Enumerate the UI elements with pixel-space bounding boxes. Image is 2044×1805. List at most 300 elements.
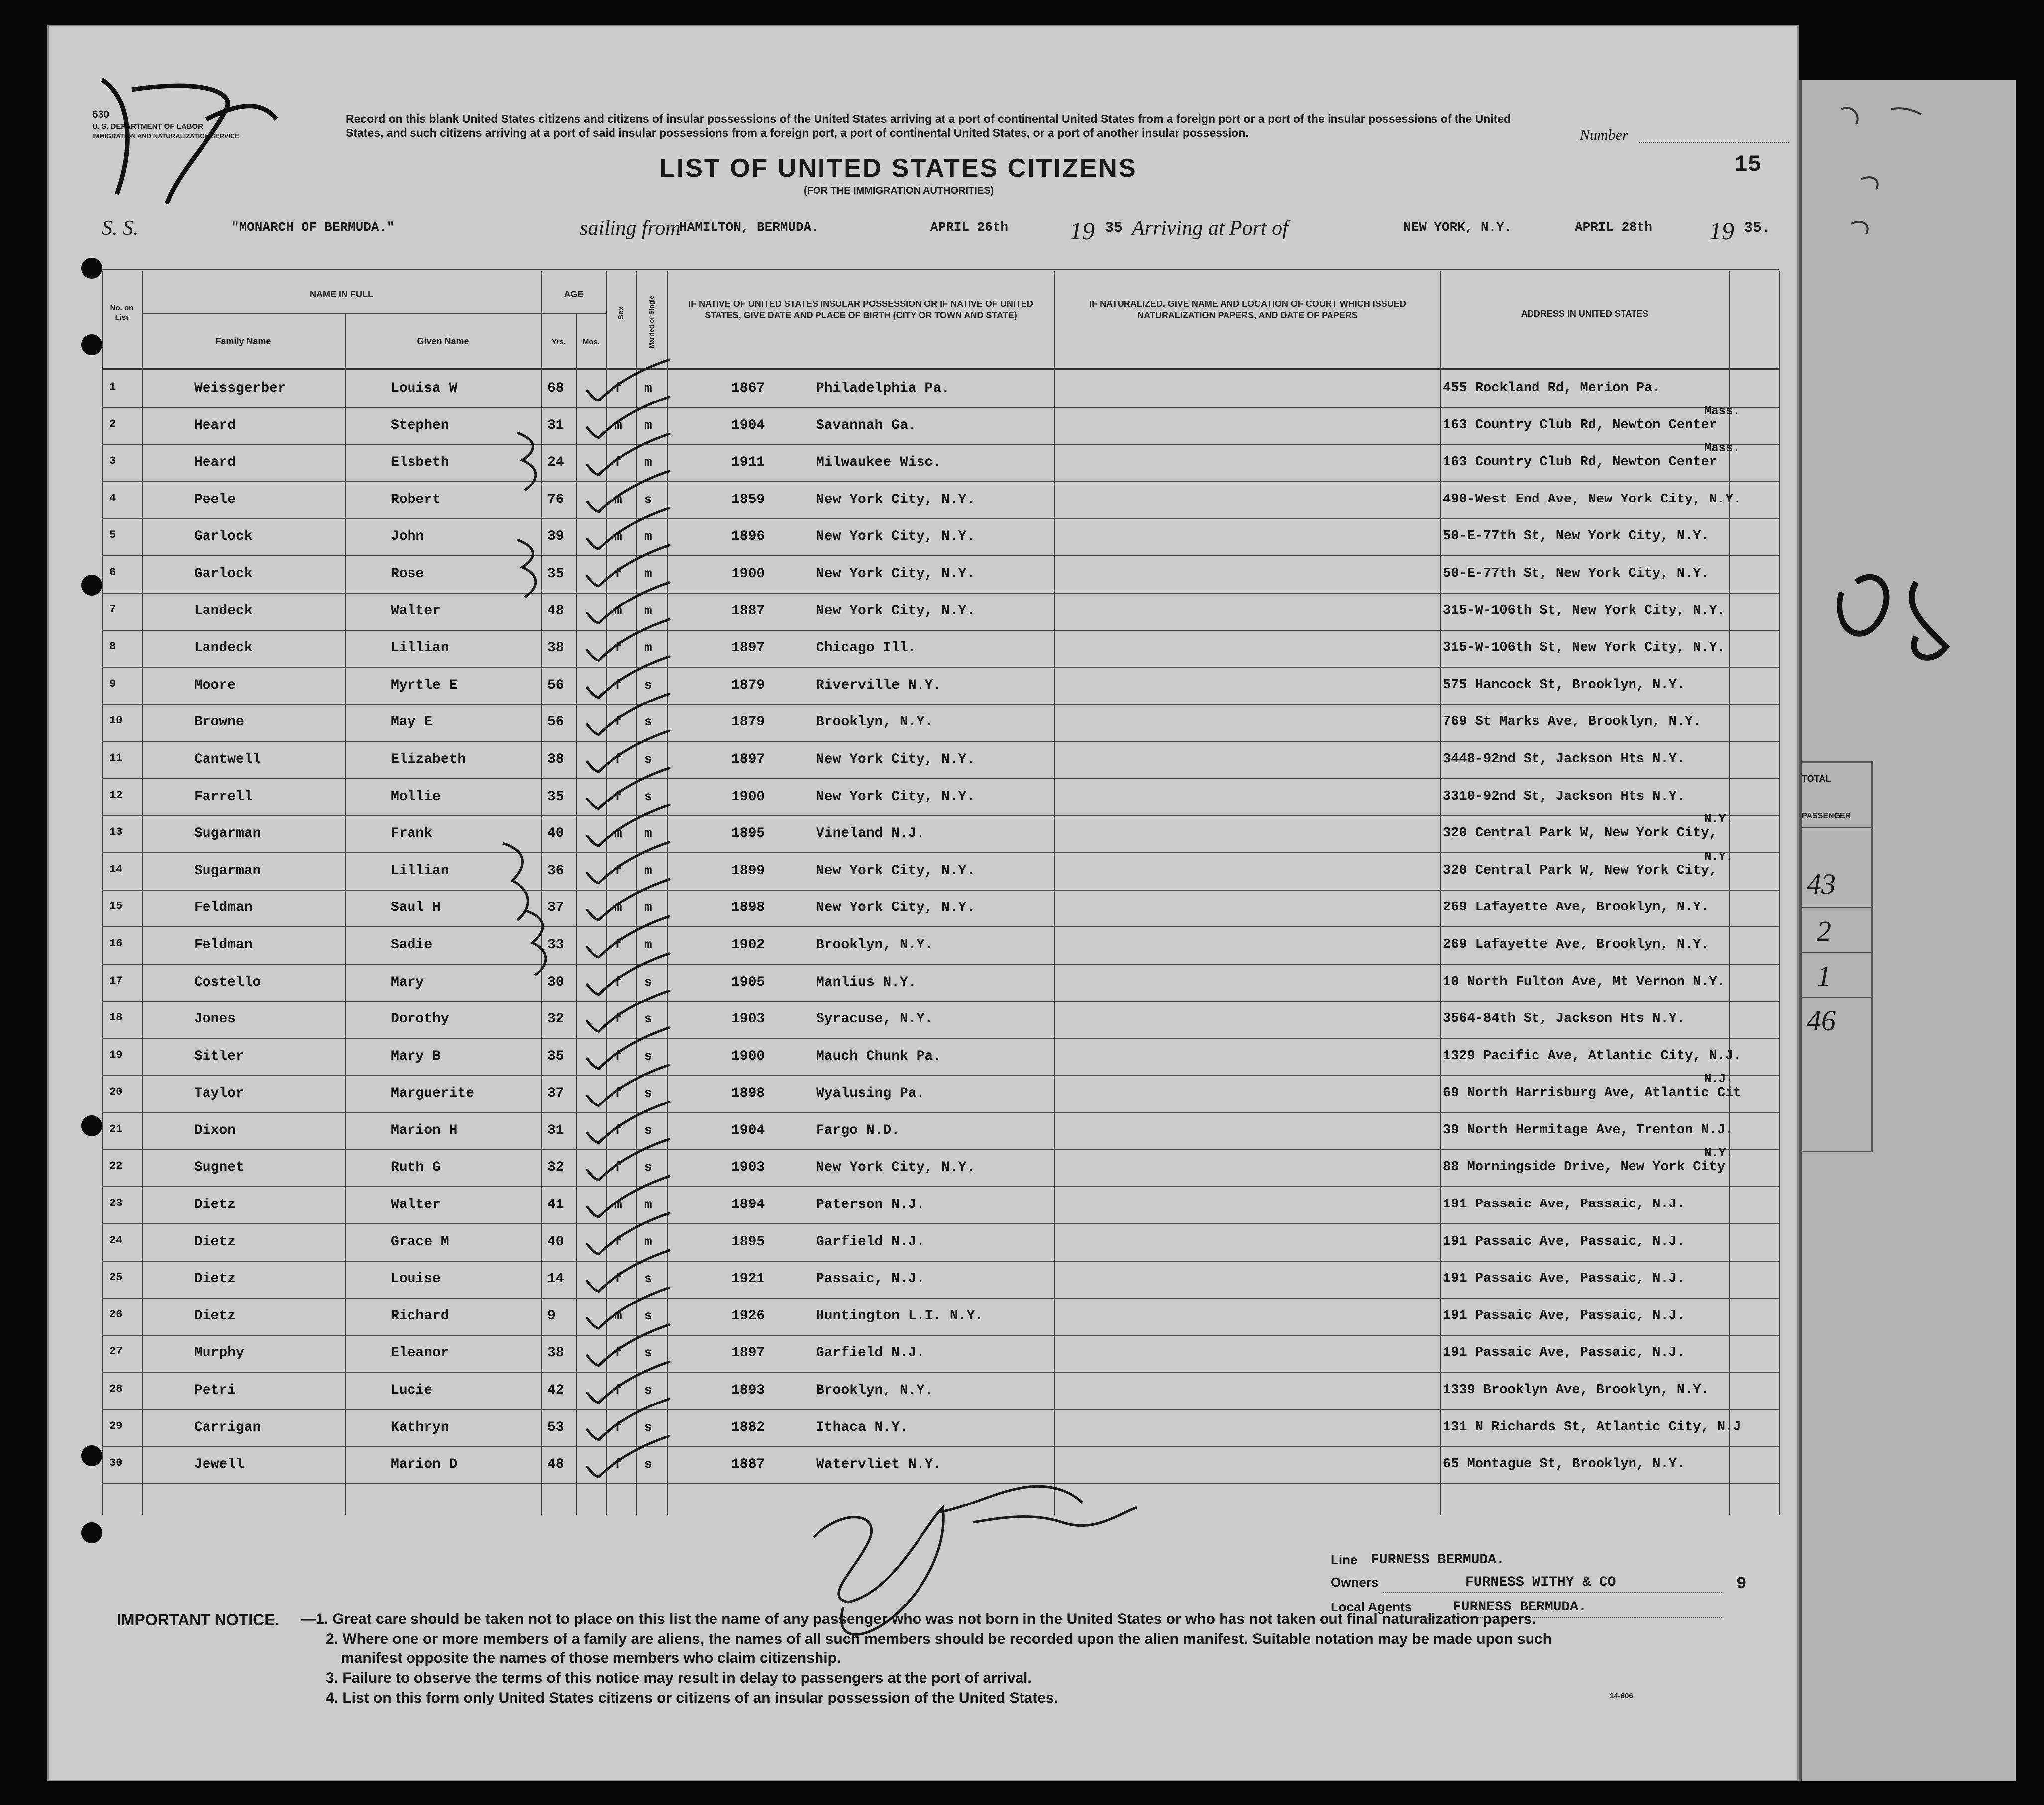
given-name: Grace M <box>391 1234 449 1250</box>
birth-year: 1921 <box>731 1271 765 1287</box>
check-tick <box>587 619 669 660</box>
family-name: Landeck <box>194 603 253 619</box>
family-name: Dietz <box>194 1234 236 1250</box>
sex: f <box>614 974 622 990</box>
marital-status: s <box>644 1086 652 1101</box>
check-tick <box>587 1139 669 1180</box>
sex: m <box>614 1308 622 1323</box>
given-name: Eleanor <box>391 1345 449 1361</box>
birth-year: 1899 <box>731 863 765 879</box>
stamp-line-1: TOTAL <box>1802 774 1831 784</box>
marital-status: s <box>644 1011 652 1027</box>
family-name: Farrell <box>194 789 253 804</box>
family-bracket <box>517 433 536 490</box>
given-name: Walter <box>391 1197 441 1213</box>
sex: f <box>614 1086 622 1101</box>
birth-place: Huntington L.I. N.Y. <box>816 1308 984 1324</box>
check-tick <box>587 1399 669 1440</box>
age-years: 32 <box>547 1011 564 1027</box>
birth-place: Passaic, N.J. <box>816 1271 925 1287</box>
tally-box <box>1799 761 1873 1152</box>
birth-year: 1887 <box>731 1457 765 1473</box>
check-tick <box>587 1102 669 1143</box>
marital-status: s <box>644 1345 652 1361</box>
check-tick <box>587 1288 669 1328</box>
address: 163 Country Club Rd, Newton Center <box>1443 455 1717 470</box>
check-tick <box>587 360 669 401</box>
birth-place: Ithaca N.Y. <box>816 1419 908 1435</box>
col-header-married: Married or Single <box>648 295 655 349</box>
birth-place: Brooklyn, N.Y. <box>816 714 933 730</box>
marital-status: s <box>644 1160 652 1175</box>
family-name: Dietz <box>194 1197 236 1213</box>
dept-line-2: IMMIGRATION AND NATURALIZATION SERVICE <box>92 132 240 140</box>
age-years: 38 <box>547 640 564 656</box>
birth-year: 1903 <box>731 1011 765 1027</box>
col-header-yrs: Yrs. <box>551 338 566 346</box>
age-years: 37 <box>547 1086 564 1102</box>
given-name: Louise <box>391 1271 441 1287</box>
marital-status: s <box>644 1271 652 1287</box>
arriving-label: Arriving at Port of <box>1132 217 1288 240</box>
address: 3564-84th St, Jackson Hts N.Y. <box>1443 1011 1685 1027</box>
binder-hole <box>81 258 102 279</box>
age-years: 38 <box>547 1345 564 1361</box>
family-bracket <box>503 843 528 920</box>
family-name: Taylor <box>194 1086 244 1102</box>
birth-place: Watervliet N.Y. <box>816 1457 942 1473</box>
sex: f <box>614 381 622 396</box>
birth-place: Mauch Chunk Pa. <box>816 1048 942 1064</box>
marital-status: s <box>644 974 652 990</box>
given-name: Lillian <box>391 863 449 879</box>
birth-year: 1893 <box>731 1383 765 1399</box>
family-name: Sitler <box>194 1048 244 1064</box>
family-name: Sugarman <box>194 863 261 879</box>
row-number: 13 <box>109 826 123 839</box>
given-name: Dorothy <box>391 1011 449 1027</box>
check-tick <box>587 1176 669 1217</box>
col-header-no: No. on List <box>110 304 134 322</box>
ship-name: "MONARCH OF BERMUDA." <box>231 220 395 235</box>
family-name: Garlock <box>194 529 253 545</box>
check-tick <box>587 1325 669 1366</box>
birth-year: 1902 <box>731 937 765 953</box>
age-years: 48 <box>547 603 564 619</box>
birth-year: 1904 <box>731 1122 765 1138</box>
row-number: 26 <box>109 1308 123 1321</box>
given-name: Marguerite <box>391 1086 475 1102</box>
family-name: Murphy <box>194 1345 244 1361</box>
stamp-line-2: PASSENGER <box>1802 812 1851 820</box>
sex: f <box>614 1457 622 1472</box>
address: 191 Passaic Ave, Passaic, N.J. <box>1443 1197 1685 1212</box>
given-name: Saul H <box>391 900 441 916</box>
sex: f <box>614 937 622 952</box>
family-name: Browne <box>194 714 244 730</box>
form-subtitle: (FOR THE IMMIGRATION AUTHORITIES) <box>804 185 994 196</box>
marital-status: m <box>644 417 652 433</box>
col-header-naturalized: IF NATURALIZED, GIVE NAME AND LOCATION OF COURT WHICH ISSUED NATURALIZATION PAPERS, AND DATE OF PAPERS <box>1089 299 1406 320</box>
col-header-birth: IF NATIVE OF UNITED STATES INSULAR POSSESSION OR IF NATIVE OF UNITED STATES, GIVE DATE AND PLACE OF BIRTH (CITY OR TOWN AND STATE) <box>688 299 1033 320</box>
family-name: Heard <box>194 455 236 471</box>
birth-year: 1897 <box>731 1345 765 1361</box>
adjacent-page-strip <box>1799 80 2016 1781</box>
age-years: 76 <box>547 492 564 507</box>
family-name: Moore <box>194 677 236 693</box>
address: 191 Passaic Ave, Passaic, N.J. <box>1443 1271 1685 1287</box>
given-name: Sadie <box>391 937 433 953</box>
row-number: 15 <box>109 900 123 913</box>
birth-place: Brooklyn, N.Y. <box>816 937 933 953</box>
birth-year: 1905 <box>731 974 765 990</box>
notice-heading: IMPORTANT NOTICE. <box>117 1611 280 1629</box>
birth-year: 1895 <box>731 1234 765 1250</box>
family-name: Jewell <box>194 1457 244 1473</box>
age-years: 41 <box>547 1197 564 1213</box>
arrival-date: APRIL 28th <box>1575 220 1653 235</box>
row-number: 1 <box>109 381 116 393</box>
family-name: Cantwell <box>194 751 261 767</box>
address-note: N.J. <box>1704 1073 1733 1087</box>
age-years: 35 <box>547 1048 564 1064</box>
check-tick <box>587 657 669 698</box>
address: 163 Country Club Rd, Newton Center <box>1443 417 1717 433</box>
birth-year: 1879 <box>731 677 765 693</box>
birth-place: New York City, N.Y. <box>816 789 975 804</box>
birth-place: Milwaukee Wisc. <box>816 455 942 471</box>
form-instructions: Record on this blank United States citizens and citizens of insular possessions of the United States arriving at a port of continental United States from a foreign port or a port of the insular possessions of the United States, and such citizens arriving at a port of said insular possessions from a foreign port, a port of continental United States, or a port of another insular possession. <box>346 112 1511 139</box>
family-name: Carrigan <box>194 1419 261 1435</box>
line-value: FURNESS BERMUDA. <box>1371 1552 1505 1568</box>
check-tick <box>587 916 669 957</box>
tally-2: 2 <box>1817 915 1831 947</box>
birth-year: 1903 <box>731 1160 765 1176</box>
address: 320 Central Park W, New York City, <box>1443 826 1717 841</box>
check-tick <box>587 879 669 920</box>
given-name: Richard <box>391 1308 449 1324</box>
marital-status: m <box>644 381 652 396</box>
birth-year: 1900 <box>731 566 765 582</box>
birth-year: 1859 <box>731 492 765 507</box>
address: 575 Hancock St, Brooklyn, N.Y. <box>1443 677 1685 693</box>
check-tick <box>587 1028 669 1069</box>
marital-status: m <box>644 1197 652 1212</box>
marital-status: m <box>644 1234 652 1249</box>
birth-year: 1898 <box>731 1086 765 1102</box>
marital-status: s <box>644 1122 652 1138</box>
row-number: 29 <box>109 1419 123 1432</box>
notice-item-4: 4. List on this form only United States citizens or citizens of an insular possession of the United States. <box>326 1690 1058 1706</box>
family-name: Dixon <box>194 1122 236 1138</box>
pencil-mark <box>102 80 276 204</box>
col-header-given-name: Given Name <box>417 336 469 346</box>
age-years: 36 <box>547 863 564 879</box>
birth-year: 1867 <box>731 381 765 396</box>
birth-year: 1926 <box>731 1308 765 1324</box>
address: 131 N Richards St, Atlantic City, N.J <box>1443 1419 1741 1435</box>
departure-year: 35 <box>1105 220 1123 237</box>
birth-year: 1894 <box>731 1197 765 1213</box>
depart-year-prefix: 19 <box>1070 217 1095 245</box>
row-number: 18 <box>109 1011 123 1024</box>
row-number: 25 <box>109 1271 123 1284</box>
col-header-sex: Sex <box>617 306 625 320</box>
address: 191 Passaic Ave, Passaic, N.J. <box>1443 1345 1685 1361</box>
check-tick <box>587 954 669 995</box>
notice-item-1: —1. Great care should be taken not to place on this list the name of any passenger who was not born in the United States or who has not taken out final naturalization papers. <box>301 1611 1536 1627</box>
row-number: 7 <box>109 603 116 616</box>
address: 269 Lafayette Ave, Brooklyn, N.Y. <box>1443 900 1709 915</box>
birth-place: Savannah Ga. <box>816 417 917 433</box>
birth-year: 1904 <box>731 417 765 433</box>
address: 191 Passaic Ave, Passaic, N.J. <box>1443 1308 1685 1323</box>
marital-status: s <box>644 789 652 804</box>
binder-hole <box>81 1445 102 1466</box>
birth-year: 1911 <box>731 455 765 471</box>
family-name: Sugarman <box>194 826 261 842</box>
check-tick <box>587 731 669 772</box>
age-years: 30 <box>547 974 564 990</box>
address: 490-West End Ave, New York City, N.Y. <box>1443 492 1741 507</box>
age-years: 31 <box>547 417 564 433</box>
address-note: Mass. <box>1704 442 1740 456</box>
family-bracket <box>517 540 536 597</box>
address: 455 Rockland Rd, Merion Pa. <box>1443 381 1661 396</box>
given-name: Rose <box>391 566 424 582</box>
birth-place: Syracuse, N.Y. <box>816 1011 933 1027</box>
address: 10 North Fulton Ave, Mt Vernon N.Y. <box>1443 974 1726 990</box>
tally-4: 46 <box>1807 1004 1836 1037</box>
birth-year: 1879 <box>731 714 765 730</box>
row-number: 5 <box>109 529 116 542</box>
given-name: Ruth G <box>391 1160 441 1176</box>
check-tick <box>587 842 669 883</box>
marital-status: s <box>644 492 652 507</box>
form-title: LIST OF UNITED STATES CITIZENS <box>659 154 1137 183</box>
marital-status: m <box>644 603 652 618</box>
marital-status: m <box>644 529 652 544</box>
marital-status: s <box>644 714 652 730</box>
given-name: Lillian <box>391 640 449 656</box>
arrival-port: NEW YORK, N.Y. <box>1403 220 1512 235</box>
address: 315-W-106th St, New York City, N.Y. <box>1443 603 1726 618</box>
marital-status: m <box>644 566 652 581</box>
age-years: 38 <box>547 751 564 767</box>
line-label: Line <box>1331 1552 1358 1567</box>
notice-item-3: 3. Failure to observe the terms of this notice may result in delay to passengers at the port of arrival. <box>326 1670 1032 1686</box>
check-tick <box>587 805 669 846</box>
sex: f <box>614 789 622 804</box>
sex: m <box>614 826 622 841</box>
col-header-address: ADDRESS IN UNITED STATES <box>1521 309 1649 319</box>
col-header-mos: Mos. <box>582 338 600 346</box>
birth-year: 1897 <box>731 751 765 767</box>
check-tick <box>587 545 669 586</box>
birth-place: New York City, N.Y. <box>816 1160 975 1176</box>
age-years: 14 <box>547 1271 564 1287</box>
binder-hole <box>81 1522 102 1543</box>
address: 3310-92nd St, Jackson Hts N.Y. <box>1443 789 1685 804</box>
marital-status: m <box>644 640 652 656</box>
birth-year: 1897 <box>731 640 765 656</box>
address: 65 Montague St, Brooklyn, N.Y. <box>1443 1457 1685 1472</box>
marital-status: s <box>644 751 652 767</box>
check-tick <box>587 434 669 475</box>
age-years: 32 <box>547 1160 564 1176</box>
age-years: 24 <box>547 455 564 471</box>
age-years: 9 <box>547 1308 556 1324</box>
age-years: 37 <box>547 900 564 916</box>
birth-place: Wyalusing Pa. <box>816 1086 925 1102</box>
row-number: 8 <box>109 640 116 653</box>
birth-place: Garfield N.J. <box>816 1345 925 1361</box>
age-years: 31 <box>547 1122 564 1138</box>
birth-year: 1900 <box>731 789 765 804</box>
check-tick <box>587 508 669 549</box>
address: 1329 Pacific Ave, Atlantic City, N.J. <box>1443 1048 1741 1064</box>
address: 50-E-77th St, New York City, N.Y. <box>1443 566 1709 581</box>
number-label: Number <box>1580 127 1628 143</box>
dept-line-1: U. S. DEPARTMENT OF LABOR <box>92 122 204 131</box>
col-header-age: AGE <box>564 289 584 299</box>
address: 1339 Brooklyn Ave, Brooklyn, N.Y. <box>1443 1383 1709 1398</box>
row-number: 16 <box>109 937 123 950</box>
address: 191 Passaic Ave, Passaic, N.J. <box>1443 1234 1685 1249</box>
address: 69 North Harrisburg Ave, Atlantic Cit <box>1443 1086 1741 1101</box>
check-tick <box>587 1250 669 1291</box>
marital-status: s <box>644 1383 652 1398</box>
address: 39 North Hermitage Ave, Trenton N.J. <box>1443 1122 1734 1138</box>
family-name: Peele <box>194 492 236 507</box>
binder-hole <box>81 1115 102 1136</box>
tally-1: 43 <box>1807 868 1836 900</box>
row-number: 24 <box>109 1234 123 1247</box>
birth-place: Garfield N.J. <box>816 1234 925 1250</box>
given-name: John <box>391 529 424 545</box>
birth-place: New York City, N.Y. <box>816 529 975 545</box>
given-name: Mary <box>391 974 424 990</box>
tally-rule <box>1799 907 1871 908</box>
given-name: Myrtle E <box>391 677 458 693</box>
tally-rule <box>1799 997 1871 998</box>
age-years: 56 <box>547 714 564 730</box>
sex: f <box>614 1383 622 1398</box>
notice-item-2: 2. Where one or more members of a family are aliens, the names of all such members should be recorded upon the alien manifest. Suitable notation may be made upon such <box>326 1631 1552 1647</box>
row-number: 27 <box>109 1345 123 1358</box>
birth-year: 1887 <box>731 603 765 619</box>
birth-place: New York City, N.Y. <box>816 492 975 507</box>
sex: f <box>614 566 622 581</box>
tally-3: 1 <box>1817 960 1831 992</box>
given-name: May E <box>391 714 433 730</box>
birth-year: 1882 <box>731 1419 765 1435</box>
birth-place: Chicago Ill. <box>816 640 917 656</box>
owners-line <box>1383 1592 1722 1593</box>
check-tick <box>587 1065 669 1105</box>
arrival-year-prefix: 19 <box>1709 217 1734 245</box>
check-tick <box>587 1213 669 1254</box>
given-name: Mary B <box>391 1048 441 1064</box>
arrival-year: 35. <box>1744 220 1771 237</box>
sex: f <box>614 1122 622 1138</box>
family-name: Landeck <box>194 640 253 656</box>
row-number: 12 <box>109 789 123 802</box>
address: 50-E-77th St, New York City, N.Y. <box>1443 529 1709 544</box>
ss-label: S. S. <box>102 217 139 240</box>
departure-date: APRIL 26th <box>930 220 1009 235</box>
check-tick <box>587 397 669 438</box>
owners-label: Owners <box>1331 1575 1379 1590</box>
agents-value: FURNESS BERMUDA. <box>1453 1600 1587 1615</box>
manifest-sheet <box>47 25 1799 1781</box>
marital-status: m <box>644 900 652 915</box>
age-years: 39 <box>547 529 564 545</box>
age-years: 33 <box>547 937 564 953</box>
birth-place: Riverville N.Y. <box>816 677 942 693</box>
notice-item-2-cont: manifest opposite the names of those members who claim citizenship. <box>341 1650 841 1666</box>
row-number: 30 <box>109 1457 123 1470</box>
family-bracket <box>525 910 546 975</box>
marital-status: s <box>644 1048 652 1064</box>
given-name: Louisa W <box>391 381 458 396</box>
birth-place: Paterson N.J. <box>816 1197 925 1213</box>
sex: f <box>614 863 622 878</box>
family-name: Feldman <box>194 937 253 953</box>
marital-status: m <box>644 937 652 952</box>
row-number: 22 <box>109 1160 123 1173</box>
age-years: 35 <box>547 789 564 804</box>
address: 88 Morningside Drive, New York City <box>1443 1160 1726 1175</box>
given-name: Frank <box>391 826 433 842</box>
sex: f <box>614 677 622 693</box>
age-years: 53 <box>547 1419 564 1435</box>
birth-place: Philadelphia Pa. <box>816 381 950 396</box>
marital-status: s <box>644 1308 652 1323</box>
age-years: 40 <box>547 1234 564 1250</box>
sex: m <box>614 492 622 507</box>
row-number: 20 <box>109 1086 123 1099</box>
sex: f <box>614 1419 622 1435</box>
sex: f <box>614 714 622 730</box>
birth-place: Manlius N.Y. <box>816 974 917 990</box>
marital-status: s <box>644 1457 652 1472</box>
sex: f <box>614 640 622 656</box>
family-name: Dietz <box>194 1308 236 1324</box>
sailing-label: sailing from <box>580 217 681 240</box>
family-name: Jones <box>194 1011 236 1027</box>
family-name: Garlock <box>194 566 253 582</box>
birth-year: 1895 <box>731 826 765 842</box>
address: 769 St Marks Ave, Brooklyn, N.Y. <box>1443 714 1701 730</box>
check-tick <box>587 1362 669 1403</box>
marital-status: s <box>644 677 652 693</box>
check-tick <box>587 768 669 809</box>
departure-port: HAMILTON, BERMUDA. <box>679 220 819 235</box>
birth-place: Vineland N.J. <box>816 826 925 842</box>
age-years: 56 <box>547 677 564 693</box>
row-number: 3 <box>109 455 116 468</box>
margin-number: 9 <box>1737 1575 1747 1594</box>
age-years: 68 <box>547 381 564 396</box>
row-number: 23 <box>109 1197 123 1210</box>
sex: m <box>614 1197 622 1212</box>
age-years: 42 <box>547 1383 564 1399</box>
form-code: 14-606 <box>1610 1692 1633 1700</box>
check-tick <box>587 471 669 512</box>
family-name: Dietz <box>194 1271 236 1287</box>
check-tick <box>587 694 669 734</box>
